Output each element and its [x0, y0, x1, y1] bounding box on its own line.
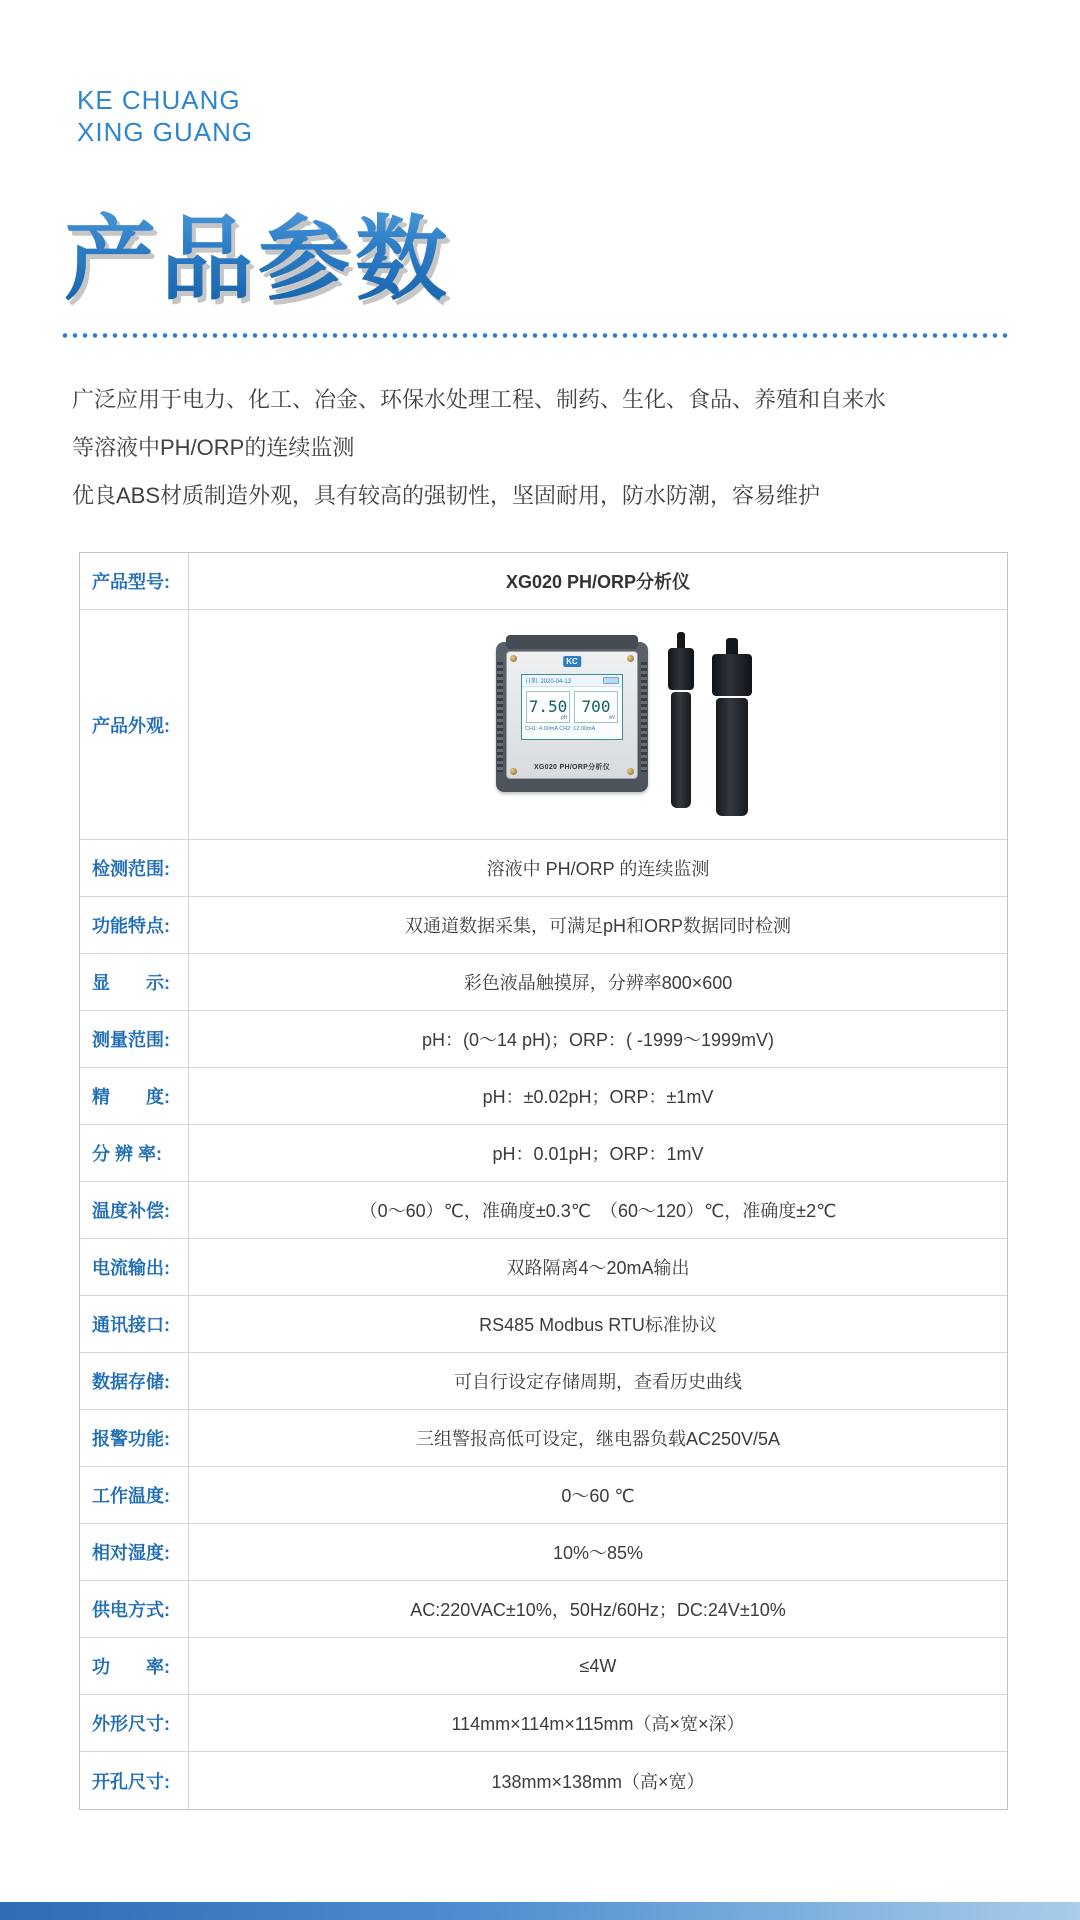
row-label: 精 度: — [80, 1068, 189, 1124]
row-label: 开孔尺寸: — [80, 1752, 189, 1809]
device-side-ridges — [641, 662, 647, 772]
product-photo — [496, 630, 756, 820]
row-value: 114mm×114m×115mm（高×宽×深） — [451, 1714, 745, 1734]
row-label: 外形尺寸: — [80, 1695, 189, 1751]
row-label: 产品外观: — [80, 610, 189, 839]
device-side-ridges — [497, 662, 503, 772]
row-value: 10%～85% — [552, 1543, 644, 1563]
dotted-divider — [62, 332, 1012, 339]
row-label: 功 率: — [80, 1638, 189, 1694]
spec-table — [79, 552, 1008, 1810]
brand-line-1: KE CHUANG — [77, 85, 241, 115]
row-value: 可自行设定存储周期，查看历史曲线 — [454, 1372, 742, 1392]
screen-channel-text: CH1: 4.00mA CH2: 12.00mA — [525, 725, 596, 732]
row-label: 通讯接口: — [80, 1296, 189, 1352]
row-label: 报警功能: — [80, 1410, 189, 1466]
table-row — [80, 610, 1007, 840]
footer-gradient-bar — [0, 1902, 1080, 1920]
table-row — [80, 1467, 1007, 1524]
brand-text — [77, 84, 253, 148]
table-row — [80, 553, 1007, 610]
screen-date-text: 日期: 2020-04-13 — [525, 678, 572, 685]
device-model-text: XG020 PH/ORP分析仪 — [533, 763, 611, 771]
row-label: 供电方式: — [80, 1581, 189, 1637]
row-label: 数据存储: — [80, 1353, 189, 1409]
intro-line: 等溶液中PH/ORP的连续监测 — [72, 435, 355, 460]
row-label: 电流输出: — [80, 1239, 189, 1295]
brand-line-2: XING GUANG — [77, 117, 254, 147]
table-row — [80, 1011, 1007, 1068]
row-value: pH：(0～14 pH)；ORP：( -1999～1999mV) — [421, 1030, 775, 1050]
row-label: 分 辨 率: — [80, 1125, 189, 1181]
row-value: 溶液中 PH/ORP 的连续监测 — [486, 859, 710, 879]
table-row — [80, 954, 1007, 1011]
row-value: 138mm×138mm（高×宽） — [491, 1771, 705, 1792]
orp-sensor-probe — [712, 638, 752, 816]
ph-reading: 7.50 pH — [526, 691, 570, 723]
row-value: 三组警报高低可设定，继电器负载AC250V/5A — [415, 1429, 781, 1449]
device-screen — [521, 674, 623, 740]
screw-icon — [510, 655, 517, 662]
device-top-cap — [506, 635, 638, 649]
row-value — [189, 610, 1007, 839]
row-label: 检测范围: — [80, 840, 189, 896]
intro-line: 优良ABS材质制造外观，具有较高的强韧性，坚固耐用，防水防潮，容易维护 — [72, 483, 821, 508]
row-value: XG020 PH/ORP分析仪 — [505, 572, 691, 592]
row-label: 工作温度: — [80, 1467, 189, 1523]
table-row — [80, 1581, 1007, 1638]
row-value: 0～60 ℃ — [561, 1486, 635, 1506]
table-row — [80, 1353, 1007, 1410]
row-value: pH：±0.02pH；ORP：±1mV — [482, 1087, 714, 1107]
analyzer-device — [496, 642, 648, 792]
intro-paragraph — [72, 376, 1022, 520]
row-value: RS485 Modbus RTU标准协议 — [479, 1315, 717, 1335]
table-row — [80, 897, 1007, 954]
row-label: 产品型号: — [80, 553, 189, 609]
row-value: AC:220VAC±10%，50Hz/60Hz；DC:24V±10% — [410, 1600, 786, 1620]
screen-status-chip — [603, 677, 619, 684]
row-value: pH：0.01pH；ORP：1mV — [492, 1144, 704, 1164]
intro-line: 广泛应用于电力、化工、冶金、环保水处理工程、制药、生化、食品、养殖和自来水 — [72, 387, 887, 412]
row-value: 彩色液晶触摸屏，分辨率800×600 — [463, 973, 733, 993]
row-label: 功能特点: — [80, 897, 189, 953]
orp-reading: 700 mV — [574, 691, 618, 723]
row-value: ≤4W — [579, 1655, 617, 1676]
screw-icon — [627, 655, 634, 662]
table-row — [80, 840, 1007, 897]
kc-logo: KC — [563, 656, 581, 667]
row-value: 双路隔离4～20mA输出 — [506, 1258, 690, 1278]
row-label: 显 示: — [80, 954, 189, 1010]
row-value: （0～60）℃，准确度±0.3℃ （60～120）℃，准确度±2℃ — [359, 1201, 837, 1221]
table-row — [80, 1182, 1007, 1239]
page-title: 产品参数 — [64, 186, 452, 318]
table-row — [80, 1695, 1007, 1752]
row-label: 温度补偿: — [80, 1182, 189, 1238]
device-front-panel — [506, 651, 638, 779]
row-label: 测量范围: — [80, 1011, 189, 1067]
table-row — [80, 1239, 1007, 1296]
ph-unit: pH — [560, 714, 567, 721]
ph-sensor-probe — [668, 632, 694, 808]
table-row — [80, 1125, 1007, 1182]
table-row — [80, 1410, 1007, 1467]
row-label: 相对湿度: — [80, 1524, 189, 1580]
table-row — [80, 1068, 1007, 1125]
table-row — [80, 1296, 1007, 1353]
table-row — [80, 1638, 1007, 1695]
row-value: 双通道数据采集，可满足pH和ORP数据同时检测 — [404, 916, 791, 936]
table-row — [80, 1752, 1007, 1809]
table-row — [80, 1524, 1007, 1581]
orp-unit: mV — [608, 714, 615, 721]
